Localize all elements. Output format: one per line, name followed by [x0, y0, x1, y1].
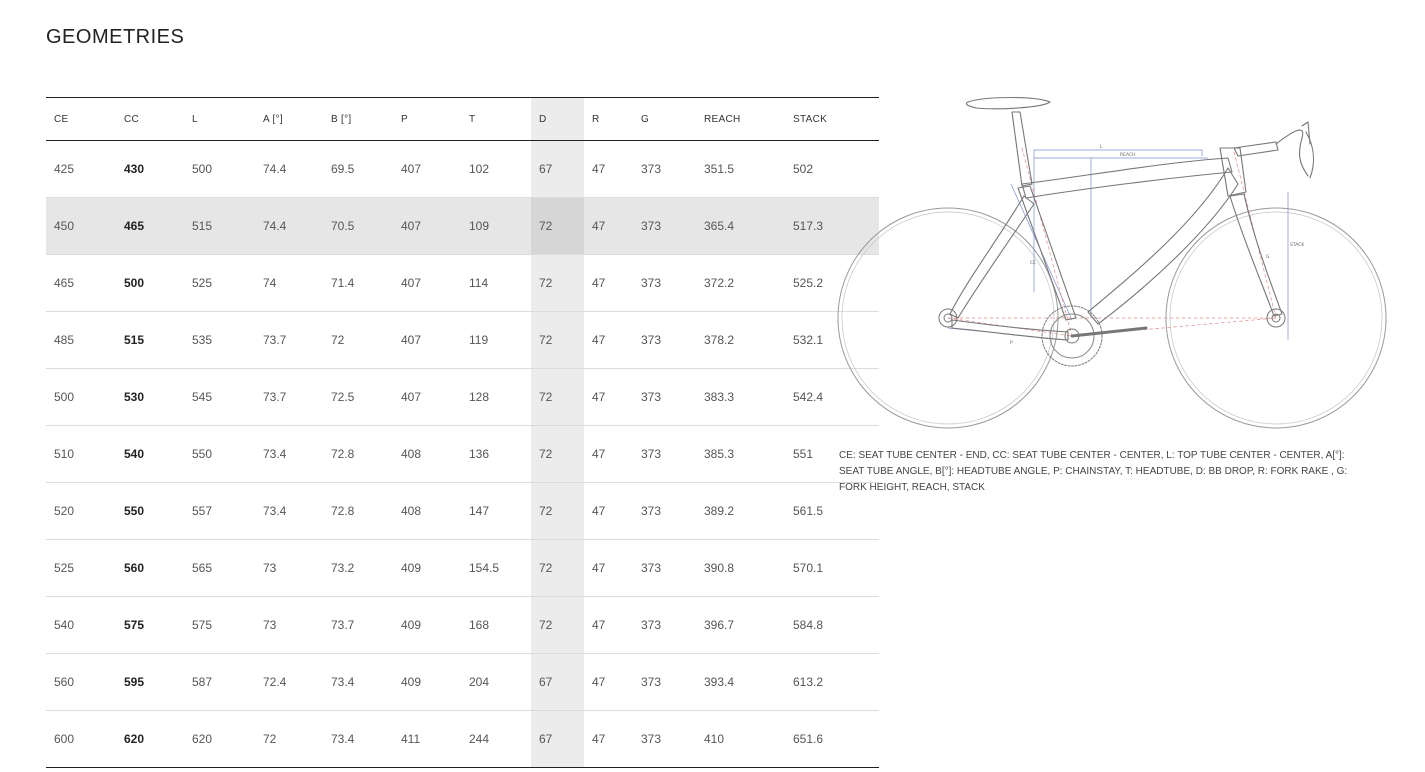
cell-p: 408 — [393, 426, 461, 483]
cell-r: 47 — [592, 732, 606, 746]
cell-a: 72.4 — [255, 654, 323, 711]
cell-stack: 584.8 — [785, 597, 879, 654]
cell-a: 73 — [255, 540, 323, 597]
cell-reach: 372.2 — [696, 255, 785, 312]
cell-g: 373 — [633, 597, 696, 654]
cell-stack: 561.5 — [785, 483, 879, 540]
cell-a: 73.7 — [255, 312, 323, 369]
cell-l: 557 — [184, 483, 255, 540]
diagram-label-l: L — [1100, 145, 1103, 150]
cell-b: 73.4 — [331, 732, 355, 746]
dimension-dashes — [948, 148, 1276, 336]
cell-l: 535 — [184, 312, 255, 369]
cell-g: 373 — [633, 141, 696, 198]
col-header-d: D — [531, 98, 584, 141]
cell-stack: 551 — [785, 426, 879, 483]
col-header-a: A [°] — [255, 98, 323, 141]
cell-cc: 540 — [116, 426, 184, 483]
cell-a: 73 — [255, 597, 323, 654]
cell-a: 74.4 — [255, 198, 323, 255]
cell-stack: 532.1 — [785, 312, 879, 369]
cell-cc: 560 — [116, 540, 184, 597]
cell-l: 587 — [184, 654, 255, 711]
cell-reach: 389.2 — [696, 483, 785, 540]
table-row — [46, 255, 879, 312]
cell-t: 128 — [461, 369, 531, 426]
cell-t: 114 — [461, 255, 531, 312]
cell-reach: 410 — [704, 732, 725, 746]
cell-d: 67 — [531, 141, 584, 198]
cell-g: 373 — [633, 426, 696, 483]
cell-l: 515 — [184, 198, 255, 255]
cell-g: 373 — [633, 369, 696, 426]
cell-p: 407 — [393, 312, 461, 369]
cell-a: 72 — [263, 732, 277, 746]
cell-t: 136 — [461, 426, 531, 483]
cell-b: 72.5 — [323, 369, 393, 426]
table-row — [46, 483, 879, 540]
cell-b: 72.8 — [323, 483, 393, 540]
diagram-label-stack: STACK — [1290, 243, 1305, 248]
cell-r: 47 — [584, 198, 633, 255]
cell-r: 47 — [584, 369, 633, 426]
table-row — [46, 141, 879, 198]
cell-r: 47 — [584, 426, 633, 483]
cell-d: 72 — [531, 198, 584, 255]
cell-r: 47 — [584, 540, 633, 597]
col-header-stack: STACK — [785, 98, 879, 141]
cell-d: 72 — [531, 369, 584, 426]
cell-p: 407 — [393, 141, 461, 198]
table-header-row — [46, 98, 879, 141]
cell-b: 73.2 — [323, 540, 393, 597]
geometry-legend: CE: SEAT TUBE CENTER - END, CC: SEAT TUBE CENTER - CENTER, L: TOP TUBE CENTER - CENTER, A[°]: SEAT TUBE ANGLE, B[°]: HEADTUBE ANGLE, P: CHAINSTAY, T: HEADTUBE, D: BB DROP, R: FORK RAKE , G: FORK HEIGHT, REACH, STACK — [839, 450, 1348, 493]
cell-r: 47 — [584, 312, 633, 369]
cell-b: 73.7 — [323, 597, 393, 654]
cell-reach: 385.3 — [696, 426, 785, 483]
cell-stack: 613.2 — [785, 654, 879, 711]
cell-stack: 502 — [785, 141, 879, 198]
col-header-ce: CE — [46, 98, 116, 141]
table-row — [46, 540, 879, 597]
col-header-cc: CC — [116, 98, 184, 141]
cell-g: 373 — [633, 540, 696, 597]
cell-cc: 465 — [116, 198, 184, 255]
cell-r: 47 — [584, 255, 633, 312]
cell-b: 69.5 — [323, 141, 393, 198]
table-row — [46, 369, 879, 426]
cell-t: 147 — [461, 483, 531, 540]
crank-arm — [1072, 328, 1146, 336]
col-header-t: T — [461, 98, 531, 141]
cell-r: 47 — [584, 654, 633, 711]
cell-p: 409 — [393, 540, 461, 597]
cell-a: 74.4 — [255, 141, 323, 198]
cell-stack: 651.6 — [793, 732, 824, 746]
diagram-label-g: G — [1266, 255, 1270, 260]
cell-a: 74 — [255, 255, 323, 312]
cell-p: 407 — [393, 198, 461, 255]
table-row — [46, 426, 879, 483]
bike-frame — [950, 98, 1313, 341]
geometry-table-body — [46, 141, 879, 768]
cell-ce: 465 — [46, 255, 116, 312]
cell-b: 72 — [323, 312, 393, 369]
cell-r: 47 — [584, 597, 633, 654]
cell-p: 411 — [401, 732, 421, 746]
cell-ce: 450 — [46, 198, 116, 255]
cell-d: 72 — [531, 426, 584, 483]
table-row — [46, 654, 879, 711]
cell-d: 72 — [531, 597, 584, 654]
cell-cc: 500 — [116, 255, 184, 312]
cell-g: 373 — [633, 654, 696, 711]
cell-reach: 393.4 — [696, 654, 785, 711]
cell-cc: 530 — [116, 369, 184, 426]
col-header-l: L — [184, 98, 255, 141]
cell-ce: 540 — [46, 597, 116, 654]
cell-reach: 396.7 — [696, 597, 785, 654]
cell-b: 73.4 — [323, 654, 393, 711]
cell-a: 73.4 — [255, 483, 323, 540]
cell-g: 373 — [633, 312, 696, 369]
cell-cc: 575 — [116, 597, 184, 654]
diagram-label-reach: REACH — [1120, 153, 1136, 158]
cell-l: 620 — [192, 732, 213, 746]
cell-cc: 515 — [116, 312, 184, 369]
cell-d: 67 — [531, 711, 584, 768]
cell-reach: 390.8 — [696, 540, 785, 597]
cell-l: 565 — [184, 540, 255, 597]
cell-ce: 500 — [46, 369, 116, 426]
geometry-table — [46, 97, 879, 768]
cell-l: 545 — [184, 369, 255, 426]
cell-cc: 620 — [124, 732, 145, 746]
col-header-r: R — [584, 98, 633, 141]
cell-b: 71.4 — [323, 255, 393, 312]
cell-l: 500 — [184, 141, 255, 198]
col-header-p: P — [393, 98, 461, 141]
cell-d: 72 — [531, 540, 584, 597]
table-row — [46, 711, 879, 768]
cell-cc: 430 — [116, 141, 184, 198]
cell-t: 244 — [469, 732, 490, 746]
cell-reach: 378.2 — [696, 312, 785, 369]
cell-t: 102 — [461, 141, 531, 198]
cell-ce: 520 — [46, 483, 116, 540]
cell-r: 47 — [584, 141, 633, 198]
cell-p: 409 — [393, 597, 461, 654]
cell-p: 408 — [393, 483, 461, 540]
diagram-label-p: P — [1010, 341, 1013, 346]
cell-t: 119 — [461, 312, 531, 369]
cell-b: 70.5 — [323, 198, 393, 255]
cell-r: 47 — [584, 483, 633, 540]
cell-stack: 517.3 — [785, 198, 879, 255]
cell-reach: 351.5 — [696, 141, 785, 198]
cell-t: 168 — [461, 597, 531, 654]
cell-g: 373 — [641, 732, 662, 746]
cell-g: 373 — [633, 483, 696, 540]
cell-p: 407 — [393, 255, 461, 312]
cell-d: 72 — [531, 312, 584, 369]
table-row — [46, 597, 879, 654]
cell-d: 67 — [531, 654, 584, 711]
cell-ce: 510 — [46, 426, 116, 483]
cell-l: 550 — [184, 426, 255, 483]
cell-ce: 425 — [46, 141, 116, 198]
col-header-b: B [°] — [323, 98, 393, 141]
cell-a: 73.7 — [255, 369, 323, 426]
cell-stack: 570.1 — [785, 540, 879, 597]
cell-p: 409 — [393, 654, 461, 711]
diagram-label-ce: CE — [1030, 261, 1036, 266]
cell-d: 72 — [531, 483, 584, 540]
cell-l: 525 — [184, 255, 255, 312]
cell-p: 407 — [393, 369, 461, 426]
cell-l: 575 — [184, 597, 255, 654]
cell-a: 73.4 — [255, 426, 323, 483]
bike-geometry-diagram — [836, 92, 1390, 434]
cell-t: 154.5 — [461, 540, 531, 597]
cell-ce: 560 — [46, 654, 116, 711]
cell-t: 204 — [461, 654, 531, 711]
cell-reach: 365.4 — [696, 198, 785, 255]
cell-stack: 542.4 — [785, 369, 879, 426]
dimension-lines — [948, 150, 1288, 340]
col-header-reach: REACH — [696, 98, 785, 141]
cell-ce: 485 — [46, 312, 116, 369]
cell-reach: 383.3 — [696, 369, 785, 426]
cell-ce: 525 — [46, 540, 116, 597]
cell-d: 72 — [531, 255, 584, 312]
cell-stack: 525.2 — [785, 255, 879, 312]
table-row — [46, 198, 879, 255]
cell-b: 72.8 — [323, 426, 393, 483]
cell-g: 373 — [633, 255, 696, 312]
col-header-g: G — [633, 98, 696, 141]
cell-g: 373 — [633, 198, 696, 255]
page-title: GEOMETRIES — [46, 26, 185, 48]
cell-ce: 600 — [54, 732, 75, 746]
cell-t: 109 — [461, 198, 531, 255]
table-row — [46, 312, 879, 369]
cell-cc: 550 — [116, 483, 184, 540]
cell-cc: 595 — [116, 654, 184, 711]
